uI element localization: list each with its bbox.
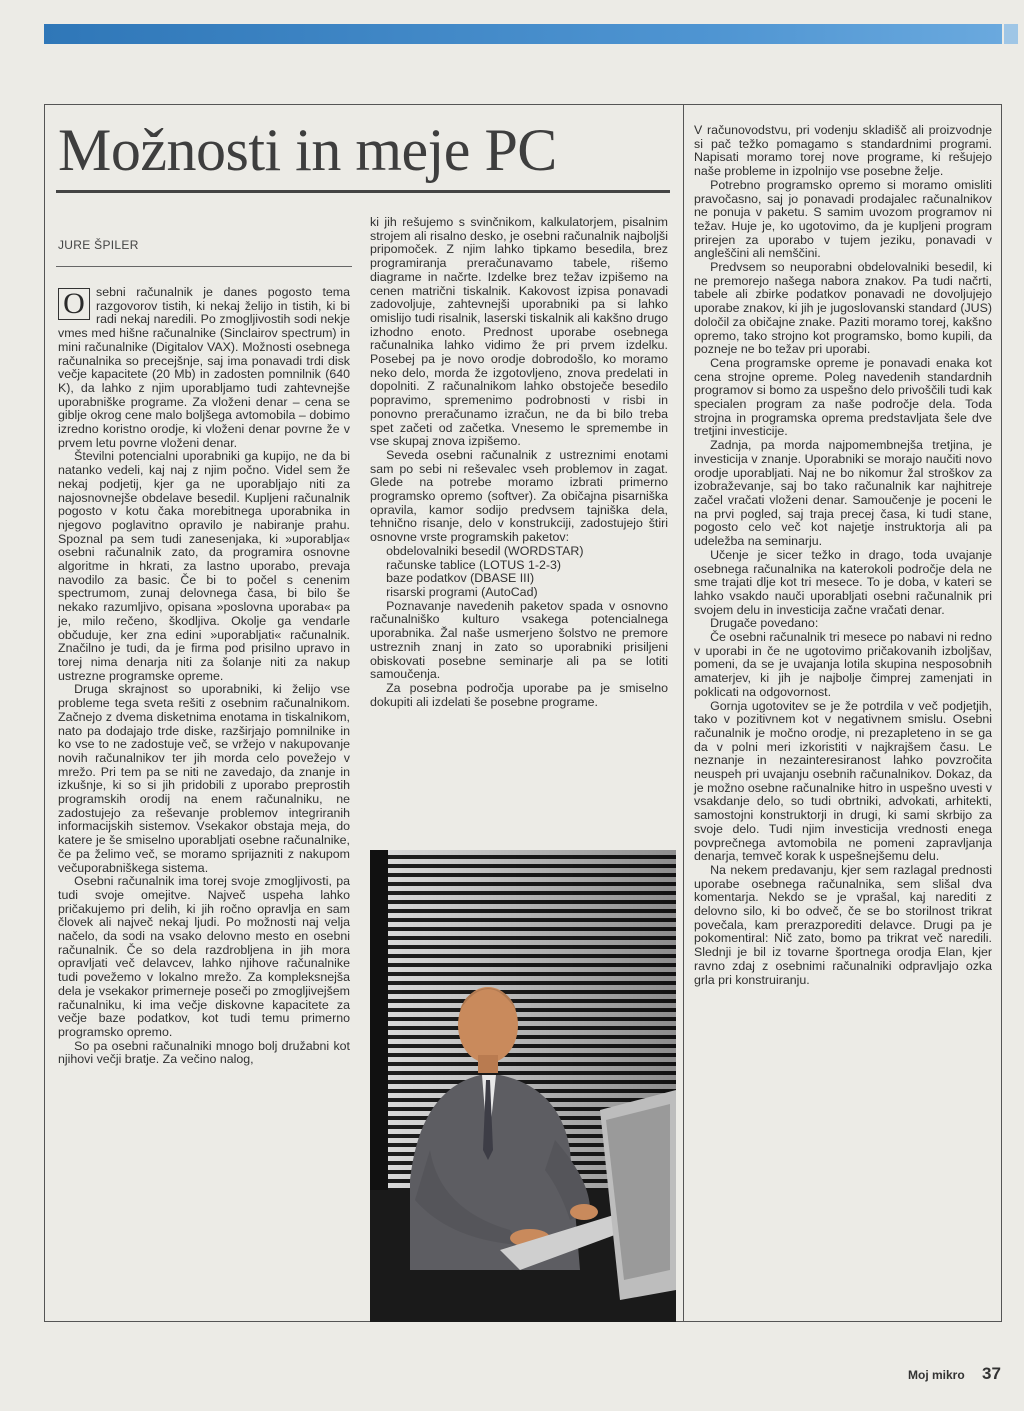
top-bar-cap — [1004, 24, 1018, 44]
paragraph: Potrebno programsko opremo si moramo omisliti pravočasno, saj jo ponavadi prodajalec računalnikov ne ponuja v paketu. S samim uvozom programov ni težav. Huje je, ko ugotovimo, da je kupljeni program prirejen za uporabo v tujem jeziku, ponavadi v angleščini ali nemščini. — [694, 177, 992, 261]
paragraph: Predvsem so neuporabni obdelovalniki besedil, ki ne premorejo našega nabora znakov. Pa tudi načrti, tabele ali zbirke podatkov ponavadi ne dovoljujejo uporabe znakov, ki jih je jugoslovanski standard (JUS) določil za običajne znake. Paziti moramo torej, kakšno opremo, tako strojno kot programsko, bomo kupili, da pozneje ne bo težav pri uporabi. — [694, 260, 992, 357]
paragraph: Druga skrajnost so uporabniki, ki želijo vse probleme tega sveta rešiti z osebnim računalnikom. Začnejo z dvema disketnima enotama in tiskalnikom, nato pa dodajajo trde diske, razširjajo pomnilnike in ko vse to ne zadostuje več, se vržejo v nakupovanje novih računalnikov ter jih morda celo povežejo v mrežo. Pri tem pa se niti ne zavedajo, da znanje in izkušnje, ki so si jih pridobili z uporabo preprostih programskih orodij na enem računalniku, ne zadostujejo za reševanje problemov integriranih informacijskih sistemov. Vsekakor obstaja meja, do katere je še smiselno uporabljati osebne računalnike, če pa želimo več, se moramo sprijazniti z nakupom večuporabniškega sistema. — [58, 682, 350, 875]
author-byline: JURE ŠPILER — [58, 238, 139, 252]
paragraph: Na nekem predavanju, kjer sem razlagal prednosti uporabe osebnega računalnika, sem slišal dva komentarja. Nekdo se je vprašal, kaj narediti z delovno silo, ki bo odveč, če se bo storilnost trikrat povečala, kam prerazporediti delavce. Drugi pa je pokomentiral: Nič zato, bomo pa trikrat več naredili. Slednji je bil iz tovarne športnega orodja Elan, kjer ravno zdaj z osebnimi računalniki odpravljajo ozka grla pri konstruiranju. — [694, 862, 992, 987]
article-photo — [370, 850, 676, 1322]
paragraph: Gornja ugotovitev se je že potrdila v več podjetjih, tako v pozitivnem kot v negativnem smislu. Osebni računalnik je močno orodje, ni prezapleteno in se ga da v polni meri izkoristiti v najkrajšem času. Le neznanje in nezainteresiranost lahko povzročita neuspeh pri uvajanju osebnih računalnikov. Dokaz, da je možno osebne računalnike hitro in uspešno uvesti v vsakdanje delo, so tudi obrtniki, advokati, arhitekti, samostojni konstruktorji in drugi, ki sami skrbijo za svoje delo. Tudi njim investicija vrednosti enega povprečnega avtomobila ne pomeni zapravljanja denarja, temveč korak k uspešnejšemu delu. — [694, 698, 992, 864]
paragraph: ki jih rešujemo s svinčnikom, kalkulatorjem, pisalnim strojem ali risalno desko, je osebni računalnik najboljši pripomoček. Z njim lahko tipkamo besedila, brez programiranja preračunavamo tabele, rišemo diagrame in načrte. Izdelke brez težav izpišemo na cenen matrični tiskalnik. Kakovost izpisa ponavadi zadovoljuje, zahtevnejši uporabniki pa si lahko omislijo tudi risalnik, laserski tiskalnik ali kakšno drugo izhodno enoto. Prednost uporabe osebnega računalnika lahko vidimo že pri prvem izdelku. Posebej pa je novo orodje dobrodošlo, ko moramo neko delo, morda že izgotovljeno, znova predelati in dopolniti. Z računalnikom lahko obstoječe besedilo popravimo, spremenimo podrobnosti v risbi in ponovno preračunamo izračun, ne da bi bilo treba spet začeti od začetka. Vnesemo le spremembe in vse skupaj znova izpišemo. — [370, 215, 668, 449]
list-item: baze podatkov (DBASE III) — [386, 571, 535, 586]
drop-cap: O — [58, 288, 90, 320]
paragraph: Seveda osebni računalnik z ustreznimi enotami sam po sebi ni reševalec vseh problemov in zagat. Glede na potrebe moramo izbrati primerno programsko opremo (softver). Za običajna pisarniška opravila, kamor sodijo predvsem tajniška dela, tehnično risanje, delo v konstrukciji, zadostujejo štiri osnovne vrste programskih paketov: — [370, 447, 668, 545]
paragraph: Številni potencialni uporabniki ga kupijo, ne da bi natanko vedeli, kaj naj z njim počno. Videl sem že nekaj podjetij, kjer ga ne uporabljajo niti za najosnovnejše obdelave besedil. Kupljeni računalnik pogosto v kotu čaka morebitnega uporabnika in njegovo poglavitno opravilo je nabiranje prahu. Spoznal pa sem tudi zanesenjaka, ki »uporablja« osebni računalnik zato, da programira osnovne algoritme in hkrati, za lastno uporabo, prevaja navodilo za basic. Če bi to počel s cenenim spectrumom, zunaj delovnega časa, bi bilo še nekako razumljivo, opisana »poslovna uporaba« pa je, milo rečeno, škodljiva. Okolje ga vendarle občuduje, ker zna edini »uporabljati« računalnik. Značilno je tudi, da je firma pod prisilno upravo in torej nima denarja niti za šolanje niti za nakup ustrezne programske opreme. — [58, 449, 350, 683]
paragraph: Poznavanje navedenih paketov spada v osnovno računalniško kulturo vsakega potencialnega uporabnika. Žal naše usmerjeno šolstvo ne premore ustreznih znanj in zato so uporabniki prisiljeni obiskovati posebne seminarje ali pa se lotiti samoučenja. — [370, 598, 668, 682]
article-column-3 — [694, 124, 992, 987]
list-item: obdelovalniki besedil (WORDSTAR) — [386, 543, 584, 558]
list-item: računske tablice (LOTUS 1-2-3) — [386, 557, 562, 572]
photo-illustration — [370, 850, 676, 1322]
paragraph: Če osebni računalnik tri mesece po nabavi ni redno v uporabi in če ne ugotovimo pričakovanih izboljšav, pomeni, da se je uvajanja lotila skupina nesposobnih amaterjev, ki jih je najbolje čimprej zamenjati in poklicati na odgovornost. — [694, 630, 992, 699]
paragraph: Zadnja, pa morda najpomembnejša tretjina, je investicija v znanje. Uporabniki se morajo naučiti novo orodje uporabljati. Naj ne bo nikomur žal stroškov za izobraževanje, saj bo tako računalnik kar najhitreje začel vračati vloženi denar. Samoučenje je poceni le na prvi pogled, saj traja precej časa, ki tudi stane, pogosto celo več kot najetje instruktorja ali pa udeležba na seminarju. — [694, 438, 992, 549]
title-rule — [56, 190, 670, 193]
magazine-name: Moj mikro — [908, 1368, 965, 1382]
paragraph: Osebni računalnik ima torej svoje zmogljivosti, pa tudi svoje omejitve. Največ uspeha lahko pričakujemo pri delih, ki jih ročno opravlja en sam človek ali največ nekaj ljudi. Po možnosti naj velja načelo, da sodi na vsako delovno mesto en osebni računalnik. Če so dela razdrobljena in jih mora opravljati več delavcev, lahko njihove računalnike tudi povežemo v lokalno mrežo. Za kompleksnejša dela je vsekakor primerneje poseči po zmogljivejšem računalniku, ki ima večje diskovne kapacitete za večje baze podatkov, kot tudi temu primerno programsko opremo. — [58, 874, 350, 1039]
paragraph: V računovodstvu, pri vodenju skladišč ali proizvodnje si pač težko pomagamo s standardnimi programi. Napisati moramo torej nove programe, ki rešujejo naše probleme in izpolnijo vse posebne želje. — [694, 123, 992, 179]
article-column-2 — [370, 216, 668, 709]
article-column-1 — [58, 286, 350, 1067]
paragraph: Učenje je sicer težko in drago, toda uvajanje osebnega računalnika na katerokoli področje dela ne sme trajati dlje kot tri mesece. To je doba, v kateri se lahko vsakdo nauči uporabljati osebni računalnik pri svojem delu in investicija začne vračati denar. — [694, 547, 992, 617]
page-number: 37 — [982, 1364, 1001, 1383]
paragraph: O sebni računalnik je danes pogosto tema razgovorov tistih, ki nekaj želijo in tistih, ki bi radi nekaj naredili. Po zmogljivostih sodi nekje vmes med hišne računalnike (Sinclairov spectrum) in mini računalnike (Digitalov VAX). Možnosti osebnega računalnika so precejšnje, saj ima ponavadi trdi disk večje kapacitete (20 Mb) in zadosten pomnilnik (640 K), da lahko z njim uporabljamo tudi zahtevnejše uporabniške programe. Za vloženi denar – cena se giblje okrog cene malo boljšega avtomobila – dobimo izredno koristno orodje, ki vloženi denar povrne že v prvem letu povrne vloženi denar. — [58, 285, 350, 450]
byline-rule — [56, 266, 352, 267]
article-title: Možnosti in meje PC — [58, 117, 557, 183]
list-item: risarski programi (AutoCad) — [386, 584, 538, 599]
paragraph: Drugače povedano: — [710, 616, 819, 631]
paragraph: Za posebna področja uporabe pa je smiselno dokupiti ali izdelati še posebne programe. — [370, 680, 668, 709]
paragraph: Cena programske opreme je ponavadi enaka kot cena strojne opreme. Poleg navedenih standardnih programov si bomo za uspešno delo privoščili tudi kak specialen program za naše področje dela. Toda strojna in programska oprema predstavljata šele dve tretjini investicije. — [694, 355, 992, 439]
top-color-bar — [44, 24, 1002, 44]
paragraph: So pa osebni računalniki mnogo bolj družabni kot njihovi večji bratje. Za večino nalog, — [58, 1038, 350, 1067]
